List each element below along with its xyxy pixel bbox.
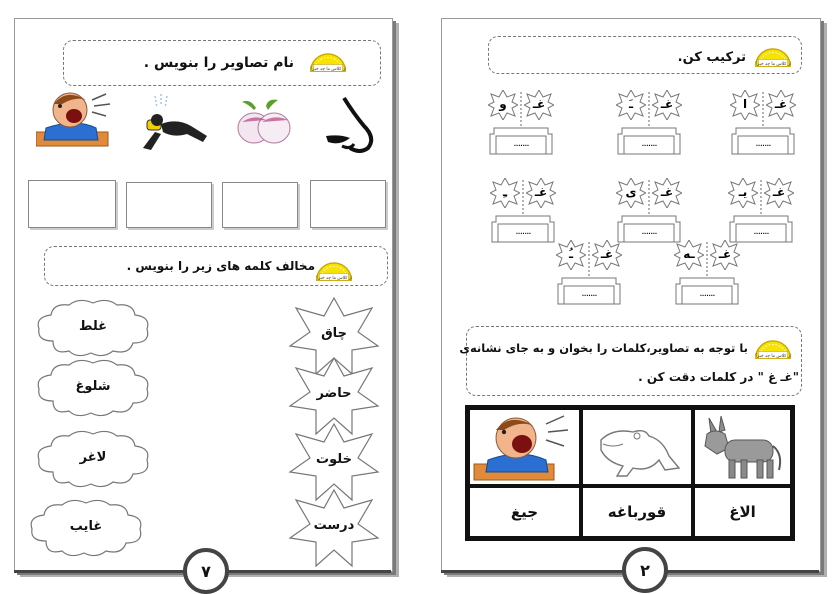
star-word-shape [286, 488, 382, 568]
star-word: چاق [321, 326, 347, 341]
frog-picture [583, 410, 691, 484]
combine-puzzle [488, 170, 558, 272]
combine-puzzle [672, 232, 742, 334]
puzzle-letter-star-right [592, 240, 622, 270]
cloud-word-shape [33, 428, 153, 490]
puzzle-answer-blank[interactable]: ....... [515, 226, 531, 237]
puzzle-letter-star-right [764, 178, 794, 208]
grid-word: جیغ [510, 503, 539, 521]
puzzle-letter: ـِ [502, 185, 508, 199]
answer-box[interactable] [222, 182, 298, 228]
puzzle-answer-blank[interactable]: ....... [641, 138, 657, 149]
badge-text: از کلاس ما چه خبر؟ [754, 353, 792, 359]
puzzle-letter-star-left [490, 178, 520, 208]
puzzle-answer-blank[interactable]: ....... [699, 288, 715, 299]
shouting-boy-picture [36, 88, 116, 153]
grid-picture-cell [693, 408, 792, 486]
puzzle-letter: غـ [774, 97, 788, 111]
puzzle-letter-star-right [710, 240, 740, 270]
puzzle-letter-star-left [556, 240, 586, 270]
cloud-word-shape [33, 357, 153, 419]
badge-text: از کلاس ما چه خبر؟ [309, 66, 347, 72]
exercise-instruction-line2: "غـ غ " در کلمات دقت کن . [638, 370, 799, 384]
puzzle-letter: غـ [532, 97, 546, 111]
cloud-word: غایب [69, 519, 103, 534]
exercise-title-combine: ترکیب کن. [677, 50, 746, 65]
exercise-title-names: نام تصاویر را بنویس . [143, 55, 294, 71]
puzzle-letter: غـ [600, 247, 614, 261]
grid-picture-cell [468, 408, 581, 486]
nose-picture [320, 94, 386, 160]
puzzle-letter: غـ [772, 185, 786, 199]
puzzle-letter-star-left [488, 90, 518, 120]
combine-puzzle [728, 82, 798, 184]
puzzle-letter-star-right [766, 90, 796, 120]
puzzle-letter: غـ [718, 247, 732, 261]
answer-box[interactable] [126, 182, 212, 228]
puzzle-letter-star-left [730, 90, 760, 120]
combine-puzzle [614, 82, 684, 184]
class-badge-icon [313, 256, 355, 282]
puzzle-letter: ـَ [628, 97, 634, 111]
donkey-picture [695, 410, 791, 484]
puzzle-letter-star-left [674, 240, 704, 270]
class-badge-icon [307, 47, 349, 73]
exercise-instruction-line1: با توجه به تصاویر،کلمات را بخوان و به جای نشانه‌ی [459, 341, 748, 355]
star-word: حاضر [316, 386, 352, 401]
grid-picture-cell [581, 408, 693, 486]
cloud-word-shape [33, 297, 153, 359]
puzzle-letter-star-right [526, 178, 556, 208]
puzzle-letter: و [499, 97, 507, 111]
puzzle-letter: غـ [660, 97, 674, 111]
puzzle-letter: یـ [738, 185, 748, 199]
puzzle-answer-blank[interactable]: ....... [755, 138, 771, 149]
puzzle-letter-star-left [728, 178, 758, 208]
badge-text: از کلاس ما چه خبر؟ [754, 61, 792, 67]
puzzle-letter-star-right [652, 90, 682, 120]
puzzle-answer-blank[interactable]: ....... [581, 288, 597, 299]
exercise-title-opposites: مخالف کلمه های زیر را بنویس . [126, 259, 315, 273]
turnip-picture [232, 98, 298, 148]
class-badge-icon [752, 334, 794, 360]
puzzle-letter: ـُ [568, 247, 574, 261]
puzzle-letter: ـه [683, 247, 695, 261]
combine-puzzle [486, 82, 556, 184]
grid-word: الاغ [729, 503, 756, 521]
grid-word: قورباغه [607, 503, 667, 521]
shouting-boy-picture [470, 410, 580, 484]
puzzle-letter-star-left [616, 178, 646, 208]
cloud-word-shape [26, 497, 146, 559]
star-word: خلوت [316, 452, 352, 467]
grid-word-cell [468, 486, 581, 538]
puzzle-answer-blank[interactable]: ....... [513, 138, 529, 149]
page-number: ۷ [183, 548, 229, 594]
class-badge-icon [752, 42, 794, 68]
puzzle-letter-star-right [524, 90, 554, 120]
grid-word-cell [581, 486, 693, 538]
puzzle-letter-star-left [616, 90, 646, 120]
puzzle-answer-blank[interactable]: ....... [753, 226, 769, 237]
answer-box[interactable] [28, 180, 116, 228]
cloud-word: لاغر [79, 450, 107, 465]
answer-box[interactable] [310, 180, 386, 228]
cloud-word: شلوغ [75, 379, 111, 394]
page-number: ۲ [622, 547, 668, 593]
star-word: درست [313, 518, 355, 533]
puzzle-answer-blank[interactable]: ....... [641, 226, 657, 237]
puzzle-letter: ی [625, 185, 637, 199]
cloud-word: غلط [78, 319, 108, 334]
badge-text: از کلاس ما چه خبر؟ [315, 275, 353, 281]
puzzle-letter-star-right [652, 178, 682, 208]
grid-word-cell [693, 486, 792, 538]
puzzle-letter: غـ [534, 185, 548, 199]
puzzle-letter: ا [742, 97, 748, 111]
diver-picture [133, 92, 211, 154]
combine-puzzle [554, 232, 624, 334]
picture-word-grid [465, 405, 795, 541]
puzzle-letter: غـ [660, 185, 674, 199]
